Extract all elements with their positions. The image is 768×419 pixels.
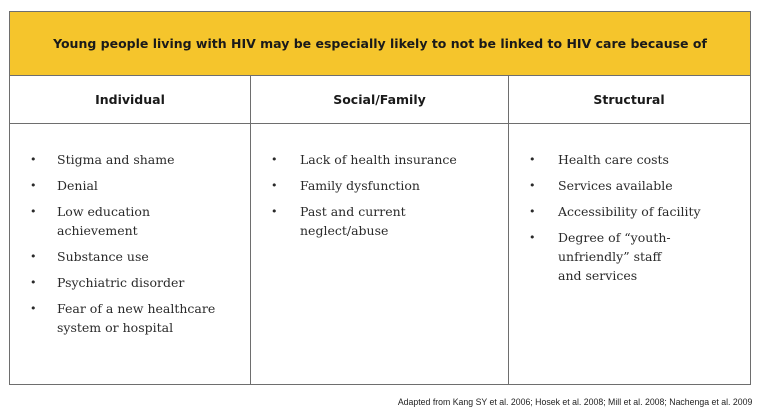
- list-item: [251, 176, 508, 195]
- list-item-line: Degree of “youth-: [558, 230, 671, 245]
- bullet-icon: •: [529, 231, 536, 244]
- barriers-table: [9, 11, 751, 385]
- list-item-line: Services available: [558, 178, 673, 193]
- list-item-line: system or hospital: [57, 320, 174, 335]
- list-item-line: Low education: [57, 204, 150, 219]
- list-item-line: Fear of a new healthcare: [57, 301, 216, 316]
- bullet-icon: •: [271, 205, 278, 218]
- source-citation: Adapted from Kang SY et al. 2006; Hosek et al. 2008; Mill et al. 2008; Nachenga et al. 2009: [397, 397, 752, 408]
- list-item: [251, 202, 508, 240]
- list-item-line: achievement: [57, 223, 138, 238]
- list-item-line: Psychiatric disorder: [57, 275, 185, 290]
- list-item-line: Health care costs: [558, 152, 669, 167]
- bullet-icon: •: [529, 205, 536, 218]
- list-item: [10, 202, 250, 240]
- list-item: [509, 202, 749, 221]
- bullet-icon: •: [30, 276, 37, 289]
- bullet-icon: •: [529, 179, 536, 192]
- column-social-family: [251, 124, 509, 384]
- bullet-icon: •: [30, 205, 37, 218]
- list-item-line: Lack of health insurance: [300, 152, 457, 167]
- list-item-line: and services: [558, 268, 638, 283]
- list-item: [509, 176, 749, 195]
- bullet-icon: •: [30, 250, 37, 263]
- header-row: [10, 76, 750, 124]
- list-item: [509, 150, 749, 169]
- list-item: [10, 273, 250, 292]
- table-title: Young people living with HIV may be especially likely to not be linked to HIV care because of: [10, 12, 750, 76]
- header-structural: Structural: [593, 92, 665, 107]
- body-row: [10, 124, 750, 384]
- list-item: [10, 299, 250, 337]
- list-item: [10, 247, 250, 266]
- bullet-icon: •: [529, 153, 536, 166]
- bullet-icon: •: [30, 153, 37, 166]
- column-individual: [10, 124, 251, 384]
- list-item-line: Substance use: [57, 249, 149, 264]
- bullet-icon: •: [30, 179, 37, 192]
- list-item: [251, 150, 508, 169]
- bullet-icon: •: [30, 302, 37, 315]
- list-item-line: Denial: [57, 178, 98, 193]
- list-item: [10, 176, 250, 195]
- list-item-line: unfriendly” staff: [558, 249, 662, 264]
- list-item-line: Stigma and shame: [57, 152, 175, 167]
- header-social-family: Social/Family: [251, 76, 509, 123]
- bullet-icon: •: [271, 179, 278, 192]
- list-item-line: Accessibility of facility: [558, 204, 701, 219]
- list-item: [10, 150, 250, 169]
- header-individual: Individual: [10, 76, 251, 123]
- column-structural: [509, 124, 749, 384]
- list-item-line: neglect/abuse: [300, 223, 389, 238]
- bullet-icon: •: [271, 153, 278, 166]
- list-item-line: Family dysfunction: [300, 178, 420, 193]
- list-item-line: Past and current: [300, 204, 406, 219]
- list-item: [509, 228, 749, 285]
